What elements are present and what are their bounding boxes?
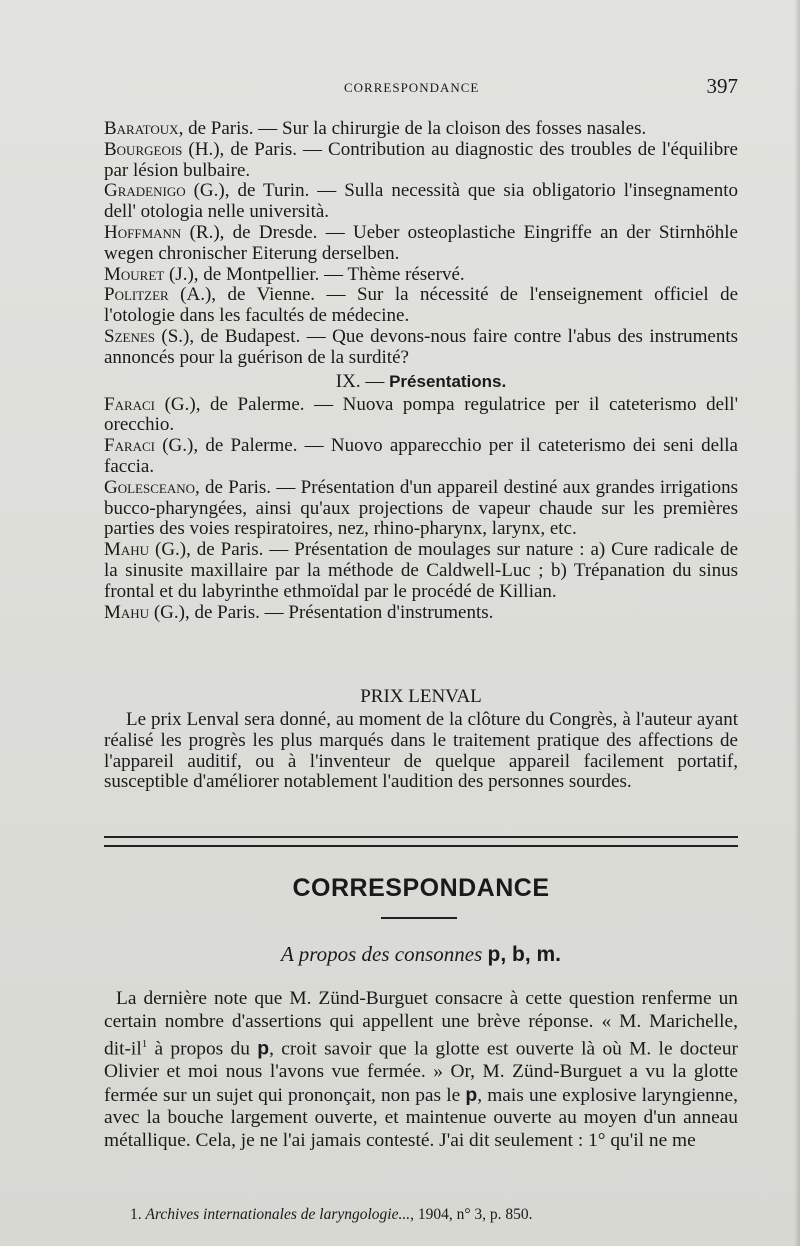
author-name: Mouret [104, 263, 165, 285]
list-item [104, 181, 738, 223]
list-item [104, 327, 738, 369]
double-rule-divider [104, 836, 738, 847]
section-title: Présentations. [389, 371, 507, 391]
prix-lenval-section [104, 686, 738, 793]
congress-papers-list [104, 119, 738, 623]
entry-text: (G.), de Palerme. — Nuovo apparecchio per il cateterismo dei seni della faccia. [104, 435, 738, 477]
subtitle-italic: A propos des consonnes [281, 942, 483, 966]
author-name: Mahu [104, 539, 150, 561]
running-head [104, 76, 738, 100]
list-item [104, 140, 738, 182]
entry-text: (G.), de Palerme. — Nuova pompa regulatrice per il cateterismo dell' orecchio. [104, 393, 738, 436]
footnote-journal: Archives internationales de laryngologie... [145, 1206, 411, 1223]
section-number: IX. — [335, 370, 385, 392]
list-item [104, 395, 738, 437]
author-name: Szenes [104, 325, 156, 347]
list-item [104, 223, 738, 265]
list-item [104, 478, 738, 540]
author-name: Hoffmann [104, 221, 182, 243]
prix-body: Le prix Lenval sera donné, au moment de la clôture du Congrès, à l'auteur ayant réalisé les progrès les plus marqués dans le traitement pratique des affections de l'appareil auditif, ou à l'inventeur de quelque appareil facilement portatif, susceptible d'améliorer notablement l'audition des personnes sourdes. [104, 709, 738, 793]
author-name: Golesceano [104, 476, 195, 498]
article-body [104, 988, 738, 1153]
entry-text: (G.), de Paris. — Présentation de moulages sur nature : a) Cure radicale de la sinusite maxillaire par la méthode de Caldwell-Luc ; b) Trépanation du sinus frontal et du labyrinthe ethmoïdal par le procédé de Killian. [104, 539, 738, 602]
list-item [104, 436, 738, 478]
page-edge-shadow [794, 0, 800, 1246]
footnote-ref: , 1904, n° 3, p. 850. [410, 1206, 533, 1223]
list-item [104, 603, 738, 624]
page-number: 397 [706, 74, 738, 98]
footnote [130, 1206, 738, 1224]
title-underline [381, 917, 457, 919]
entry-text: (A.), de Vienne. — Sur la nécessité de l'enseignement officiel de l'otologie dans les facultés de médecine. [104, 284, 738, 327]
entry-text: (J.), de Montpellier. — Thème réservé. [164, 263, 465, 285]
author-name: Baratoux [104, 118, 179, 139]
list-item [104, 540, 738, 602]
footnote-mark: 1 [141, 1038, 148, 1051]
author-name: Mahu [104, 601, 150, 623]
article-subtitle [104, 942, 738, 967]
article-text: , croit savoir que la glotte est ouverte là où M. le docteur Olivier et moi nous l'avons vue fermée. » Or, M. Zünd-Burguet a vu la glotte fermée sur un sujet qui prononçait, non pas le [104, 1038, 738, 1106]
running-head-title: CORRESPONDANCE [344, 80, 480, 95]
article-text: La dernière note que M. Zünd-Burguet consacre à cette question renferme un certain nombre d'assertions qui appellent une brève réponse. « M. Marichelle, dit-il [104, 988, 738, 1060]
list-item [104, 119, 738, 140]
entry-text: , de Paris. — Présentation d'un appareil destiné aux grandes irrigations bucco-pharyngées, ainsi qu'aux projections de vapeur chaude sur les premières parties des voies respiratoires, nez, rhino-pharynx, larynx, etc. [104, 476, 738, 540]
entry-text: , de Paris. — Sur la chirurgie de la cloison des fosses nasales. [178, 118, 647, 139]
entry-text: (H.), de Paris. — Contribution au diagnostic des troubles de l'équilibre par lésion bulbaire. [104, 138, 738, 181]
letter-p: p [257, 1037, 270, 1060]
list-item [104, 285, 738, 327]
entry-text: (R.), de Dresde. — Ueber osteoplastiche Eingriffe an der Stirnhöhle wegen chronischer Eiterung derselben. [104, 221, 738, 264]
footnote-number: 1. [130, 1206, 142, 1223]
list-item [104, 265, 738, 286]
letter-p: p [465, 1083, 478, 1106]
author-name: Faraci [104, 435, 156, 457]
author-name: Faraci [104, 393, 156, 415]
correspondance-title: CORRESPONDANCE [292, 874, 550, 902]
author-name: Gradenigo [104, 180, 186, 202]
article-text: à propos du [147, 1038, 250, 1060]
prix-title: PRIX LENVAL [360, 686, 482, 707]
entry-text: (G.), de Turin. — Sulla necessità que sia obligatorio l'insegnamento dell' otologia nelle università. [104, 180, 738, 223]
section-heading-ix [104, 371, 738, 393]
subtitle-letters: p, b, m. [487, 943, 561, 966]
entry-text: (S.), de Budapest. — Que devons-nous faire contre l'abus des instruments annoncés pour la guérison de la surdité? [104, 325, 738, 368]
article-text: , mais une explosive laryngienne, avec la bouche largement ouverte, et maintenue ouverte au moyen d'un anneau métallique. Cela, je ne l'ai jamais contesté. J'ai dit seulement : 1° qu'il ne me [104, 1084, 738, 1152]
author-name: Politzer [104, 284, 169, 306]
entry-text: (G.), de Paris. — Présentation d'instruments. [149, 601, 494, 623]
author-name: Bourgeois [104, 138, 183, 160]
